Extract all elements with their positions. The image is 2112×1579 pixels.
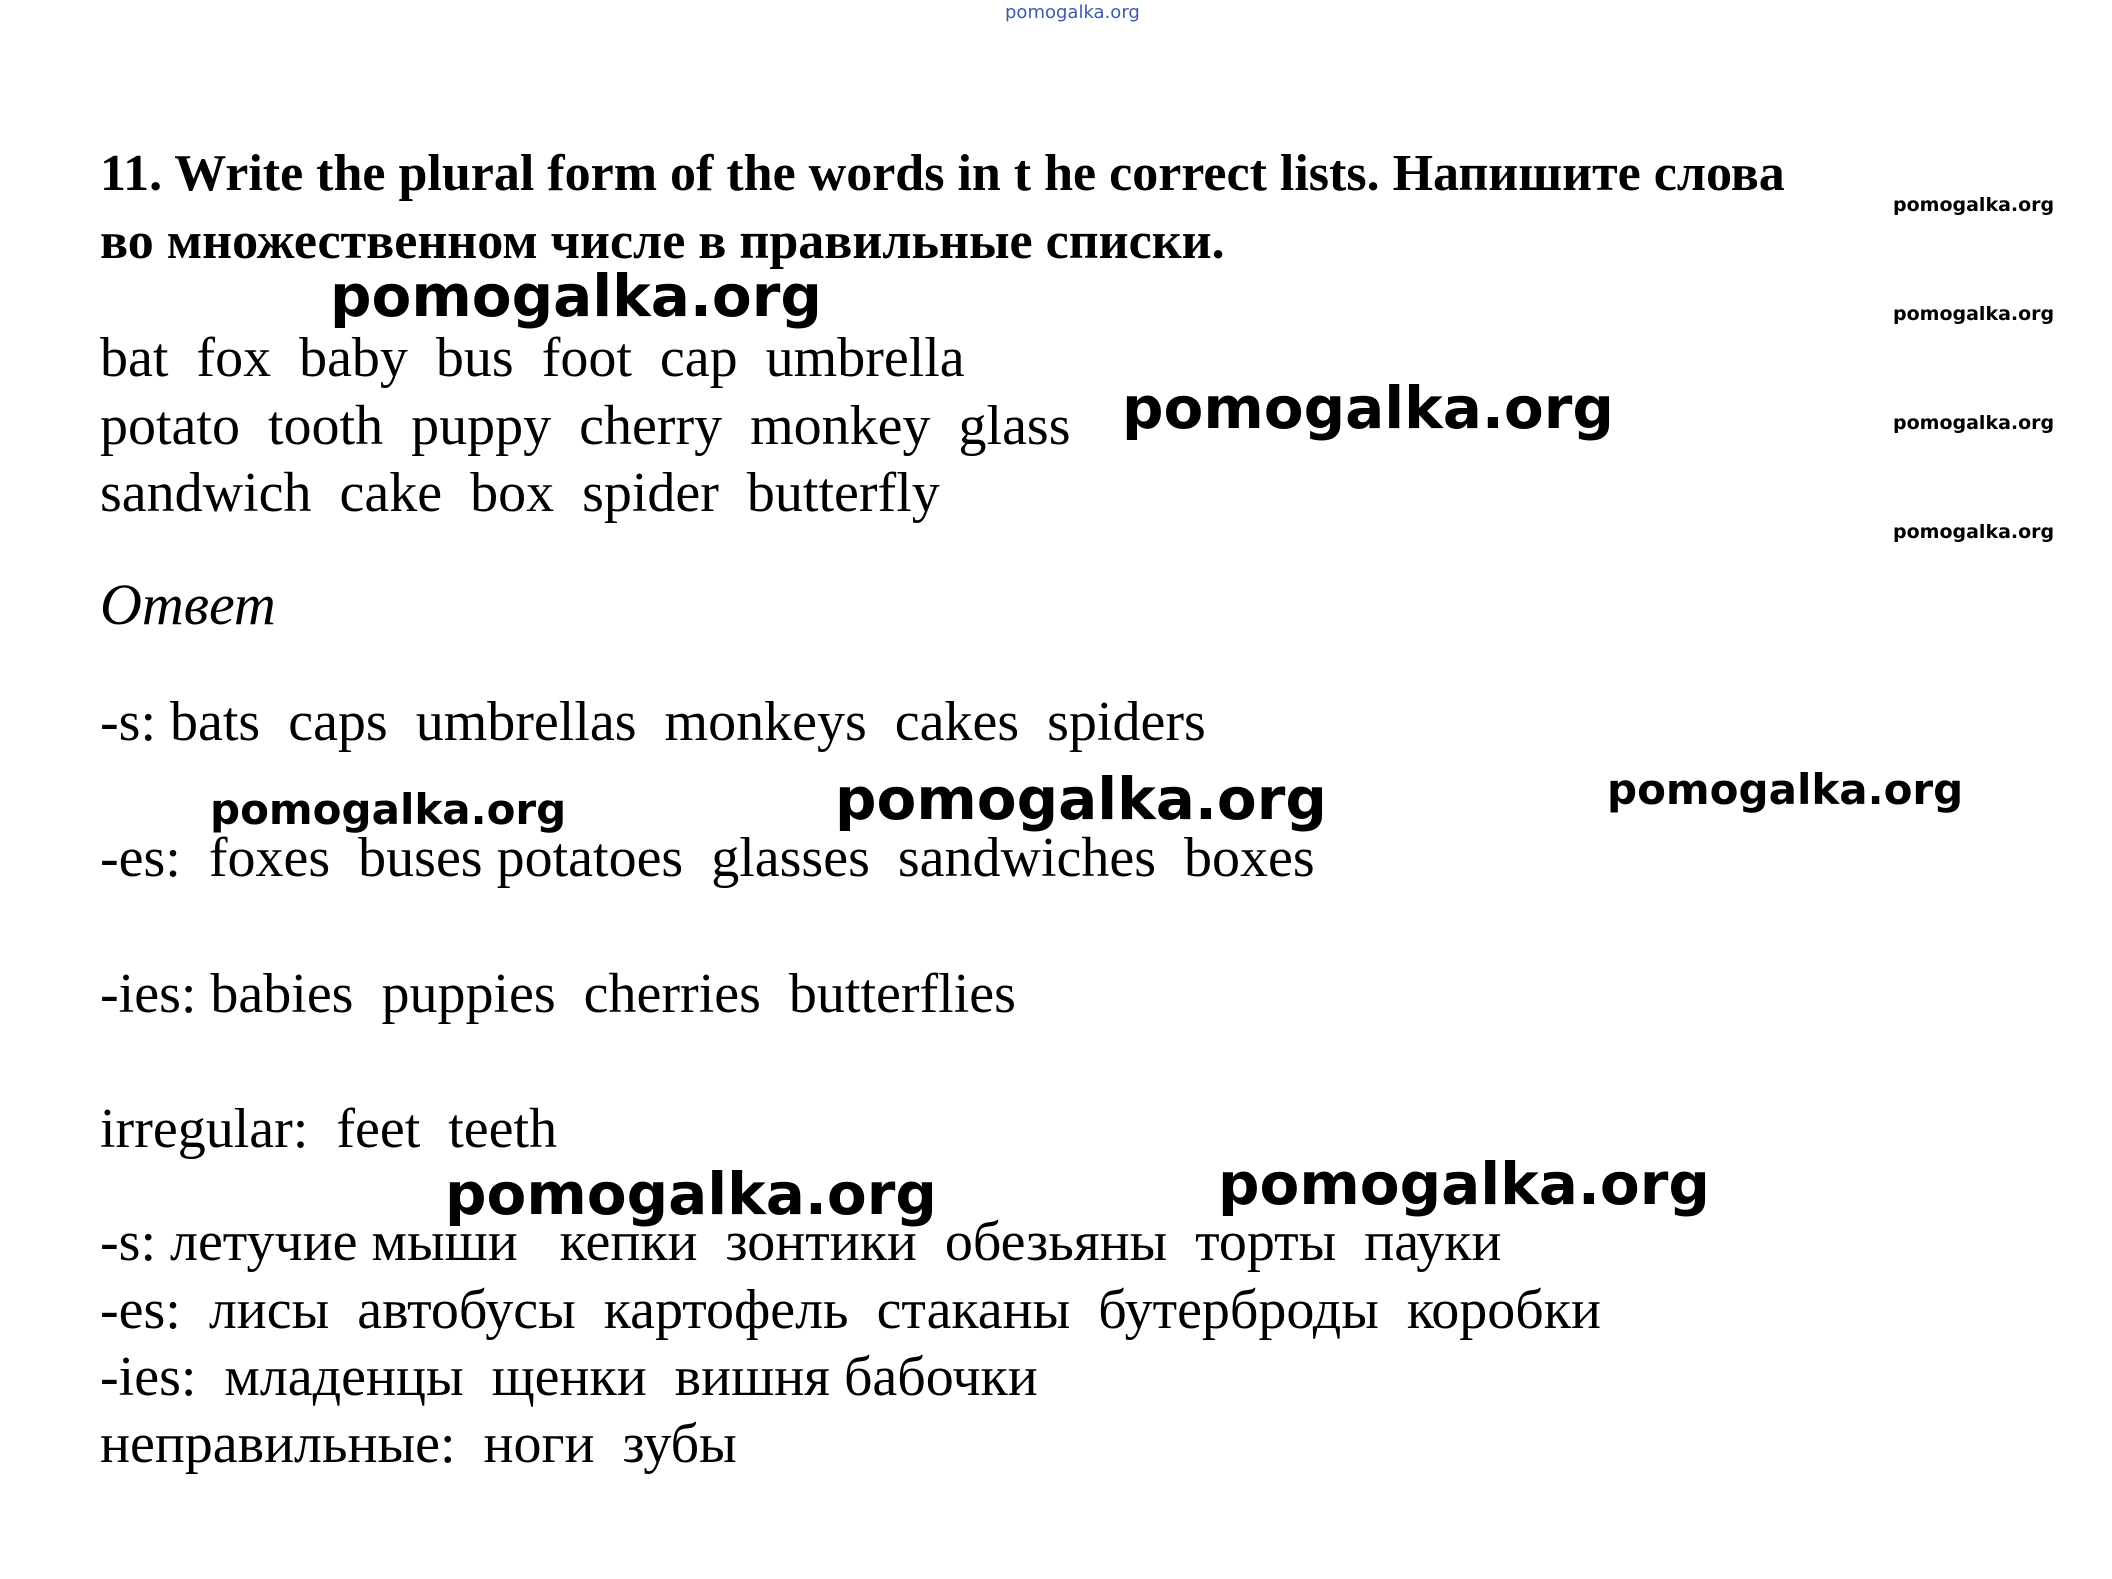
- watermark-big-1: pomogalka.org: [330, 262, 822, 330]
- answer-es-line: -es: foxes buses potatoes glasses sandwiches boxes: [100, 827, 1315, 889]
- watermark-mid-2: pomogalka.org: [1607, 765, 1964, 814]
- russian-ies-line: -ies: младенцы щенки вишня бабочки: [100, 1346, 1038, 1408]
- watermark-big-5: pomogalka.org: [1218, 1150, 1710, 1218]
- answer-ies-line: -ies: babies puppies cherries butterflies: [100, 963, 1016, 1025]
- watermark-big-4: pomogalka.org: [445, 1160, 937, 1228]
- watermark-small-3: pomogalka.org: [1893, 412, 2055, 434]
- task-heading: [100, 140, 2060, 276]
- watermark-big-3: pomogalka.org: [835, 765, 1327, 833]
- answer-irregular-line: irregular: feet teeth: [100, 1098, 558, 1160]
- task-heading-line-2: во множественном числе в правильные списки.: [100, 213, 1225, 270]
- watermark-small-2: pomogalka.org: [1893, 303, 2055, 325]
- answer-label: Ответ: [100, 572, 276, 637]
- word-line-1: bat fox baby bus foot cap umbrella: [100, 327, 965, 389]
- watermark-top: pomogalka.org: [1005, 2, 1140, 23]
- russian-irregular-line: неправильные: ноги зубы: [100, 1413, 737, 1475]
- watermark-small-1: pomogalka.org: [1893, 194, 2055, 216]
- watermark-big-2: pomogalka.org: [1122, 374, 1614, 442]
- word-line-2: potato tooth puppy cherry monkey glass: [100, 395, 1071, 457]
- answer-s-line: -s: bats caps umbrellas monkeys cakes spiders: [100, 691, 1206, 753]
- russian-s-line: -s: летучие мыши кепки зонтики обезьяны торты пауки: [100, 1211, 1502, 1273]
- watermark-mid-1: pomogalka.org: [210, 785, 567, 834]
- watermark-small-4: pomogalka.org: [1893, 521, 2055, 543]
- word-line-3: sandwich cake box spider butterfly: [100, 462, 940, 524]
- russian-es-line: -es: лисы автобусы картофель стаканы бутерброды коробки: [100, 1279, 1601, 1341]
- task-heading-line-1: 11. Write the plural form of the words in t he correct lists. Напишите слова: [100, 145, 1785, 202]
